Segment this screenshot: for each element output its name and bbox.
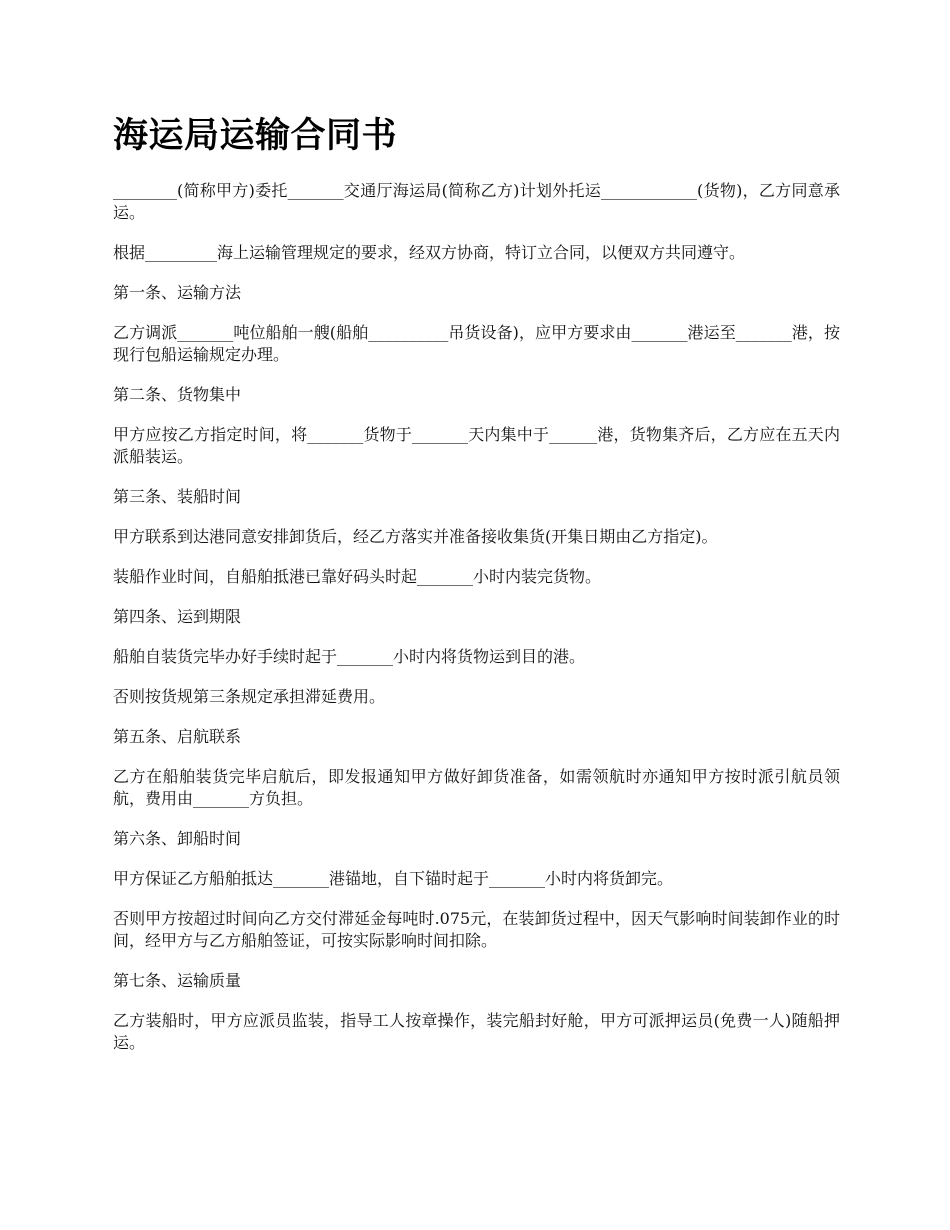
article-4-heading: 第四条、运到期限 — [113, 607, 242, 626]
article-7-text: 乙方装船时，甲方应派员监装，指导工人按章操作，装完船封好舱，甲方可派押运员(免费一人)随船押运。 — [113, 1011, 840, 1052]
article-6-text-1: 甲方保证乙方船舶抵达_______港锚地，自下锚时起于_______小时内将货卸完。 — [113, 869, 674, 888]
document-body — [113, 180, 840, 1054]
article-5-heading: 第五条、启航联系 — [113, 727, 242, 746]
article-1-text: 乙方调派_______吨位船舶一艘(船舶__________吊货设备)，应甲方要求由_______港运至_______港，按现行包船运输规定办理。 — [113, 323, 840, 364]
article-3-heading: 第三条、装船时间 — [113, 487, 242, 506]
article-1-heading: 第一条、运输方法 — [113, 283, 242, 302]
article-3-text-2: 装船作业时间，自船舶抵港已靠好码头时起_______小时内装完货物。 — [113, 567, 602, 586]
paragraph-parties: ________(简称甲方)委托_______交通厅海运局(简称乙方)计划外托运____________(货物)，乙方同意承运。 — [113, 181, 840, 222]
article-2-heading: 第二条、货物集中 — [113, 385, 242, 404]
article-7-heading: 第七条、运输质量 — [113, 971, 242, 990]
article-2-text: 甲方应按乙方指定时间，将_______货物于_______天内集中于______港，货物集齐后，乙方应在五天内派船装运。 — [113, 425, 840, 466]
paragraph-basis: 根据_________海上运输管理规定的要求，经双方协商，特订立合同，以便双方共同遵守。 — [113, 243, 746, 262]
document-page — [113, 0, 840, 1072]
document-title: 海运局运输合同书 — [113, 115, 398, 156]
article-5-text: 乙方在船舶装货完毕启航后，即发报通知甲方做好卸货准备，如需领航时亦通知甲方按时派引航员领航，费用由_______方负担。 — [113, 767, 840, 808]
article-4-text-2: 否则按货规第三条规定承担滞延费用。 — [113, 687, 386, 706]
article-4-text-1: 船舶自装货完毕办好手续时起于_______小时内将货物运到目的港。 — [113, 647, 586, 666]
article-6-heading: 第六条、卸船时间 — [113, 829, 242, 848]
article-3-text-1: 甲方联系到达港同意安排卸货后，经乙方落实并准备接收集货(开集日期由乙方指定)。 — [113, 527, 718, 546]
article-6-text-2: 否则甲方按超过时间向乙方交付滞延金每吨时.075元，在装卸货过程中，因天气影响时间装卸作业的时间，经甲方与乙方船舶签证，可按实际影响时间扣除。 — [113, 909, 840, 950]
